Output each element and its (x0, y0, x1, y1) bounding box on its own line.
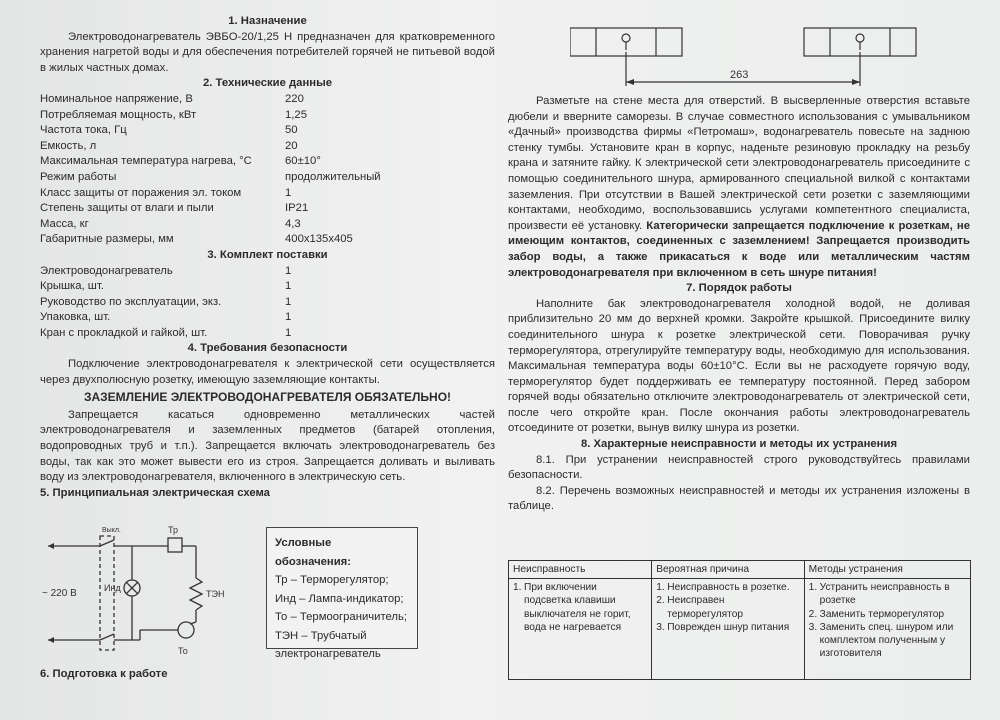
thermoregulator-label: Тр (168, 525, 178, 535)
item-number: 2. (656, 595, 665, 607)
spec-row (40, 170, 495, 186)
table-list-item (809, 608, 966, 621)
spec-value: 400x135x405 (285, 233, 353, 246)
voltage-label: ~ 220 В (42, 588, 77, 599)
spec-label: Потребляемая мощность, кВт (40, 108, 197, 121)
spec-row (40, 201, 495, 217)
section-8-title: 8. Характерные неисправности и методы их устранения (580, 438, 898, 451)
item-number: 2. (808, 608, 818, 620)
legend-title: Условные обозначения: (275, 537, 352, 568)
spec-row (40, 264, 495, 280)
item-text: Неисправность в розетке. (667, 582, 790, 594)
spec-row (40, 232, 495, 248)
legend-box (266, 527, 418, 660)
spec-value: 220 (285, 92, 304, 105)
grounding-warning: ЗАЗЕМЛЕНИЕ ЭЛЕКТРОВОДОНАГРЕВАТЕЛЯ ОБЯЗАТЕЛЬНО! (83, 390, 452, 405)
causes-cell (652, 579, 804, 680)
spec-row (40, 279, 495, 295)
spec-row (40, 139, 495, 155)
spec-row (40, 186, 495, 202)
section-3-title: 3. Комплект поставки (207, 248, 328, 261)
section-8-2: 8.2. Перечень возможных неисправностей и методы их устранения изложены в таблице. (508, 484, 970, 513)
table-header: Неисправность (509, 561, 652, 579)
item-number: 1. (656, 582, 665, 594)
spec-value: продолжительный (285, 170, 381, 183)
electrical-diagram (40, 522, 255, 664)
spec-label: Упаковка, шт. (40, 311, 111, 324)
item-number: 3. (808, 621, 818, 633)
spec-row (40, 217, 495, 233)
spec-value: 1 (285, 311, 292, 324)
mounting-warning: Категорически запрещается подключение к розеткам, не имеющим контактов, соединенных с заземлением! Запрещается производить забор воды, а также прикасаться к воде или металлическим частям электроводонагревателя при включенном в сеть шнуре питания! (508, 219, 971, 279)
spec-value: 1 (285, 280, 292, 293)
spec-row (40, 310, 495, 326)
spec-label: Класс защиты от поражения эл. током (40, 186, 242, 199)
left-column (40, 14, 495, 501)
spec-row (40, 326, 495, 342)
spec-label: Электроводонагреватель (40, 264, 173, 277)
spec-value: IP21 (285, 202, 309, 215)
spec-value: 1 (285, 186, 292, 199)
item-text: При включении подсветка клавиши выключателя не горит, вода не нагревается (524, 582, 631, 633)
table-list-item (513, 581, 647, 634)
spec-value: 1 (285, 295, 292, 308)
legend-item: Тр – Терморегулятор; (275, 574, 389, 586)
section-5-title: 5. Принципиальная электрическая схема (40, 486, 270, 499)
spec-row (40, 92, 495, 108)
table-header-row (509, 561, 971, 579)
section-4-title: 4. Требования безопасности (187, 342, 348, 355)
section-1-text: Электроводонагреватель ЭВБО-20/1,25 Н предназначен для кратковременного хранения нагретой воды и для обеспечения потребителей горячей не питьевой водой в жилых частных домах. (40, 30, 495, 74)
spec-label: Габаритные размеры, мм (40, 233, 174, 246)
spec-value: 50 (285, 124, 298, 137)
item-text: Поврежден шнур питания (667, 621, 790, 633)
table-list-item (809, 581, 966, 607)
dimension-label: 263 (730, 69, 749, 81)
spec-value: 1 (285, 326, 292, 339)
section-4-text: Подключение электроводонагревателя к электрической сети осуществляется через двухполюсную розетку, имеющую заземляющие контакты. (40, 358, 495, 386)
spec-label: Частота тока, Гц (40, 124, 127, 137)
table-header: Методы устранения (804, 561, 970, 579)
section-6-title: 6. Подготовка к работе (40, 668, 168, 680)
mounting-text (508, 94, 970, 281)
spec-label: Кран с прокладкой и гайкой, шт. (40, 326, 208, 339)
section-1-title: 1. Назначение (228, 15, 307, 27)
spec-label: Масса, кг (40, 217, 89, 230)
methods-cell (804, 579, 970, 680)
table-list-item (656, 594, 799, 620)
specs-list (40, 92, 495, 248)
spec-row (40, 295, 495, 311)
spec-value: 1 (285, 264, 292, 277)
fault-table (508, 560, 971, 680)
spec-label: Емкость, л (40, 139, 97, 152)
item-text: Заменить терморегулятор (819, 608, 945, 620)
item-text: Неисправен терморегулятор (667, 595, 744, 620)
item-number: 1. (513, 582, 522, 594)
spec-row (40, 154, 495, 170)
spec-label: Степень защиты от влаги и пыли (40, 202, 214, 215)
right-column (508, 94, 970, 515)
spec-label: Руководство по эксплуатации, экз. (40, 295, 222, 308)
heater-label: ТЭН (206, 589, 225, 599)
item-number: 3. (656, 621, 665, 633)
spec-label: Крышка, шт. (40, 280, 104, 293)
item-number: 1. (808, 582, 818, 594)
legend-item: То – Термоограничитель; (275, 611, 408, 623)
spec-row (40, 108, 495, 124)
section-4-prohibitions: Запрещается касаться одновременно металлических частей электроводонагревателя и заземленных предметов (батарей отопления, водопроводных труб и т.п.). Запрещается включать электроводонагреватель без воды, так как это может вывести его из строя. Запрещается доливать и выливать воду из электроводонагревателя, включенного в электрическую сеть. (40, 408, 495, 484)
section-7-title: 7. Порядок работы (686, 282, 792, 295)
fault-cell (509, 579, 652, 680)
switch-label: Выкл. (102, 527, 121, 534)
spec-value: 60±10° (285, 155, 321, 168)
legend-item: электронагреватель (275, 648, 381, 660)
indicator-label: Инд (104, 583, 121, 593)
spec-value: 4,3 (285, 217, 301, 230)
section-2-title: 2. Технические данные (202, 77, 333, 90)
mounting-instructions: Разметьте на стене места для отверстий. В высверленные отверстия вставьте дюбели и вверните саморезы. В случае совместного использования с умывальником «Дачный» производства фирмы «Петромаш», водонагреватель повесьте на заднюю стенку тумбы. Установите кран в корпус, наденьте резиновую прокладку на резьбу крана и затяните гайку. К электрической сети электроводонагреватель присоедините с помощью соединительного шнура, армированного специальной вилкой с контактами заземления. При отсутствии в Вашей электрической сети розетки с заземляющими контактами, необходимо, воспользовавшись услугами компетентного специалиста, произвести её установку. (508, 95, 970, 232)
section-7-text: Наполните бак электроводонагревателя холодной водой, не доливая приблизительно 20 мм до верхней кромки. Закройте крышкой. Присоедините вилку соединительного шнура к розетке электрической сети. Поворачивая ручку терморегулятора, отрегулируйте температуру воды, необходимую для использования. Максимальная температура воды 60±10°С. Если вы не расходуете горячую воду, терморегулятор будет поддерживать ее температуру постоянной. Перед забором горячей воды обязательно отключите электроводонагреватель от электрической сети, после чего откройте кран. После окончания работы электроводонагреватель отсоедините от розетки, вынув вилку шнура из розетки. (508, 297, 970, 435)
spec-value: 20 (285, 139, 298, 152)
legend-item: ТЭН – Трубчатый (275, 629, 367, 642)
table-row (509, 579, 971, 680)
table-list-item (656, 581, 799, 594)
spec-label: Номинальное напряжение, В (40, 92, 193, 105)
mounting-figure (570, 22, 970, 92)
spec-label: Максимальная температура нагрева, °С (40, 155, 252, 168)
spec-label: Режим работы (40, 170, 117, 183)
thermolimiter-label: То (178, 646, 188, 656)
section-8-1: 8.1. При устранении неисправностей строго руководствуйтесь правилами безопасности. (508, 453, 970, 482)
spec-row (40, 123, 495, 139)
kit-list (40, 264, 495, 342)
table-list-item (809, 621, 966, 661)
table-list-item (656, 621, 799, 634)
spec-value: 1,25 (285, 108, 307, 121)
table-header: Вероятная причина (652, 561, 804, 579)
legend-item: Инд – Лампа-индикатор; (275, 592, 404, 605)
item-text: Заменить спец. шнуром или комплектом полученным у изготовителя (819, 621, 954, 660)
item-text: Устранить неисправность в розетке (819, 582, 950, 607)
